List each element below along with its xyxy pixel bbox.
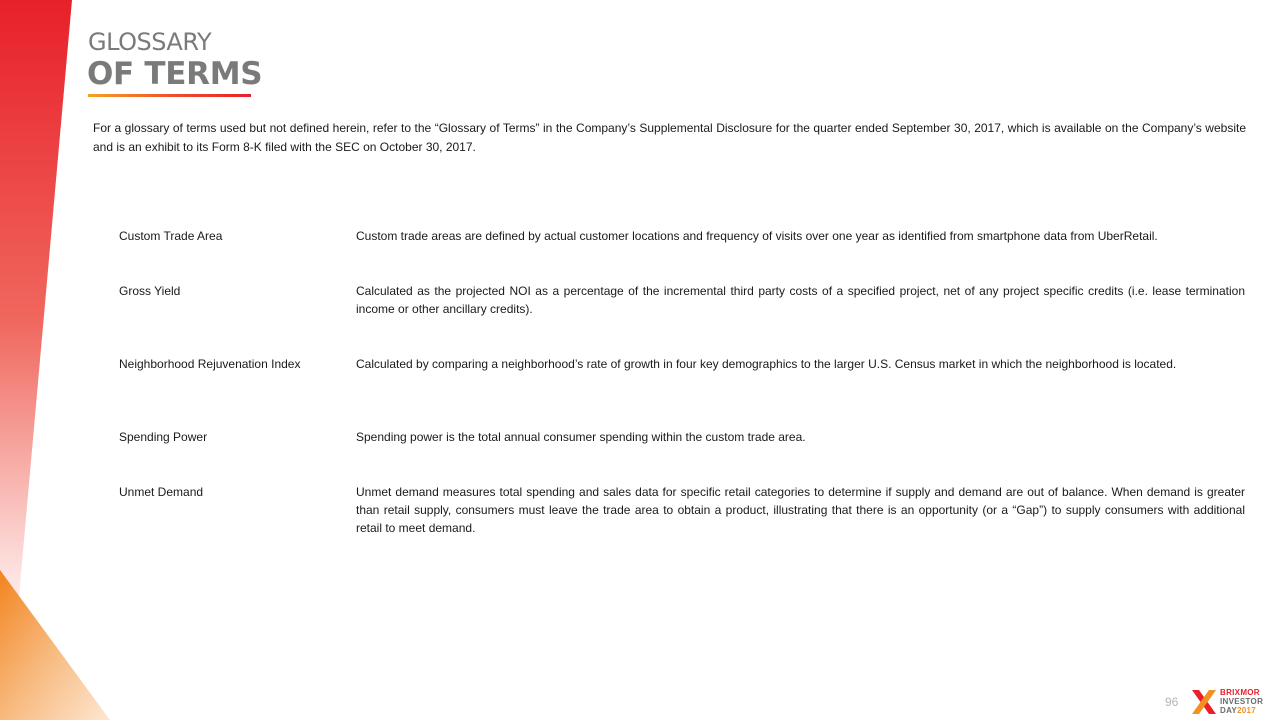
intro-paragraph: For a glossary of terms used but not defined herein, refer to the “Glossary of Terms” in the Company’s Supplemental Disclosure for the quarter ended September 30, 2017, which is available on the Company’s website and is an exhibit to its Form 8-K filed with the SEC on October 30, 2017.	[93, 121, 1246, 154]
page-number: 96	[1165, 695, 1179, 709]
glossary-term: Neighborhood Rejuvenation Index	[119, 357, 301, 371]
logo-brand-text: BRIXMOR	[1220, 688, 1260, 697]
glossary-definition: Calculated by comparing a neighborhood’s rate of growth in four key demographics to the larger U.S. Census market in which the neighborhood is located.	[356, 357, 1177, 371]
glossary-term: Spending Power	[119, 430, 208, 444]
logo-investor-text: INVESTOR	[1220, 697, 1264, 706]
brixmor-investor-day-logo	[1190, 688, 1270, 716]
glossary-definition: Unmet demand measures total spending and sales data for specific retail categories to determine if supply and demand are out of balance. When demand is greater than retail supply, consumers must leave the trade area to obtain a product, illustrating that there is an opportunity (or a “Gap”) to supply consumers with additional retail to meet demand.	[356, 485, 1245, 535]
glossary-definition: Custom trade areas are defined by actual customer locations and frequency of visits over one year as identified from smartphone data from UberRetail.	[356, 229, 1158, 243]
glossary-definition: Spending power is the total annual consumer spending within the custom trade area.	[356, 430, 806, 444]
logo-year-text: 2017	[1237, 706, 1257, 715]
page-title-line2: OF TERMS	[87, 56, 263, 92]
glossary-term: Gross Yield	[119, 284, 181, 298]
glossary-term: Custom Trade Area	[119, 229, 223, 243]
brixmor-x-icon	[1190, 688, 1218, 716]
glossary-term: Unmet Demand	[119, 485, 204, 499]
page-title-line1: GLOSSARY	[88, 28, 212, 56]
title-underline	[88, 94, 251, 97]
glossary-definition: Calculated as the projected NOI as a percentage of the incremental third party costs of a specified project, net of any project specific credits (i.e. lease termination income or other ancillary credits).	[356, 284, 1245, 316]
logo-day-text: DAY	[1220, 706, 1238, 715]
